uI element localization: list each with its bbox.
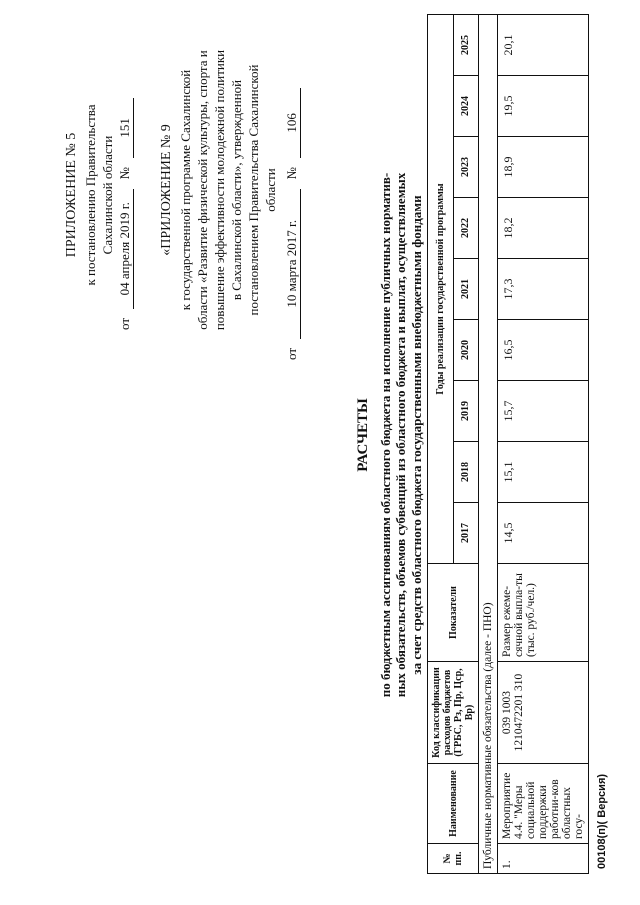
document-title: РАСЧЕТЫ [355,398,371,472]
document-title-block [356,35,424,835]
table-body [479,15,589,874]
header-indicator: Показатели [428,564,479,662]
row-indicator: Размер ежеме-сячной выпла-ты (тыс. руб./чел.) [498,564,589,662]
value-2018: 15,1 [498,442,589,503]
year-header-2024: 2024 [453,76,479,137]
appendix-5-line-2: Сахалинской области [100,135,115,255]
calculation-table [427,14,589,874]
appendix-9-text-line: повышение эффективности молодежной политики [212,49,227,331]
footer-version: 00108(п)( Версия) [596,773,608,869]
title-line: за счет средств областного бюджета государственными внебюджетными фондами [408,195,424,675]
value-2021: 17,3 [498,259,589,320]
appendix-9-lines [177,20,279,360]
appendix-9-number: 106 [283,88,301,158]
header-name: Наименование [428,764,479,844]
value-2019: 15,7 [498,381,589,442]
appendix-5-number: 151 [116,98,134,158]
row-name: Мероприятие 4.4. "Меры социальной поддержки работни-ков областных госу- [498,764,589,844]
appendix-9-from-label: от [284,347,299,360]
title-line: по бюджетным ассигнованиям областного бюджета на исполнение публичных норматив- [377,172,393,698]
appendix-5-line-1: к постановлению Правительства [83,104,98,286]
header-years-group: Годы реализации государственной программы [428,15,454,564]
appendix-5-date: 04 апреля 2019 г. [116,189,134,309]
appendix-9-text-line: области [263,168,278,212]
appendix-9-text-line: постановлением Правительства Сахалинской [246,64,261,316]
appendix-9-date-line [283,20,301,360]
year-header-2017: 2017 [453,503,479,564]
section-row [479,15,498,874]
appendix-5-title: ПРИЛОЖЕНИЕ № 5 [64,132,79,258]
value-2024: 19,5 [498,76,589,137]
header-no: № пп. [428,844,479,874]
value-2023: 18,9 [498,137,589,198]
year-header-2020: 2020 [453,320,479,381]
value-2017: 14,5 [498,503,589,564]
value-2022: 18,2 [498,198,589,259]
appendix-9-text-line: к государственной программе Сахалинской [178,69,193,311]
table-row [498,15,589,874]
appendix-9-title: «ПРИЛОЖЕНИЕ № 9 [159,124,174,256]
appendix-9-no-label: № [284,167,299,180]
year-header-2018: 2018 [453,442,479,503]
year-header-2019: 2019 [453,381,479,442]
appendix-5-no-label: № [117,167,132,180]
appendix-5-block [63,60,134,330]
appendix-9-text-line: области «Развитие физической культуры, спорта и [195,50,210,330]
appendix-5-from-label: от [117,317,132,330]
year-header-2021: 2021 [453,259,479,320]
year-header-2023: 2023 [453,137,479,198]
document-subtitle [378,35,425,835]
appendix-9-date: 10 марта 2017 г. [283,189,301,339]
row-number: 1. [498,844,589,874]
year-header-2022: 2022 [453,198,479,259]
appendix-9-block [158,20,301,360]
row-code: 039 1003 1210472201 310 [498,662,589,764]
appendix-5-date-line [116,60,134,330]
year-header-2025: 2025 [453,15,479,76]
value-2020: 16,5 [498,320,589,381]
section-label: Публичные нормативные обязательства (далее - ПНО) [479,15,498,874]
appendix-9-text-line: в Сахалинской области», утвержденной [229,79,244,301]
value-2025: 20,1 [498,15,589,76]
title-line: ных обязательств, объемов субвенций из областного бюджета и выплат, осуществляемых [393,172,408,698]
header-code: Код классификации расходов бюджетов (ГРБС, Рз, Пр, Цср, Вр) [428,662,479,764]
